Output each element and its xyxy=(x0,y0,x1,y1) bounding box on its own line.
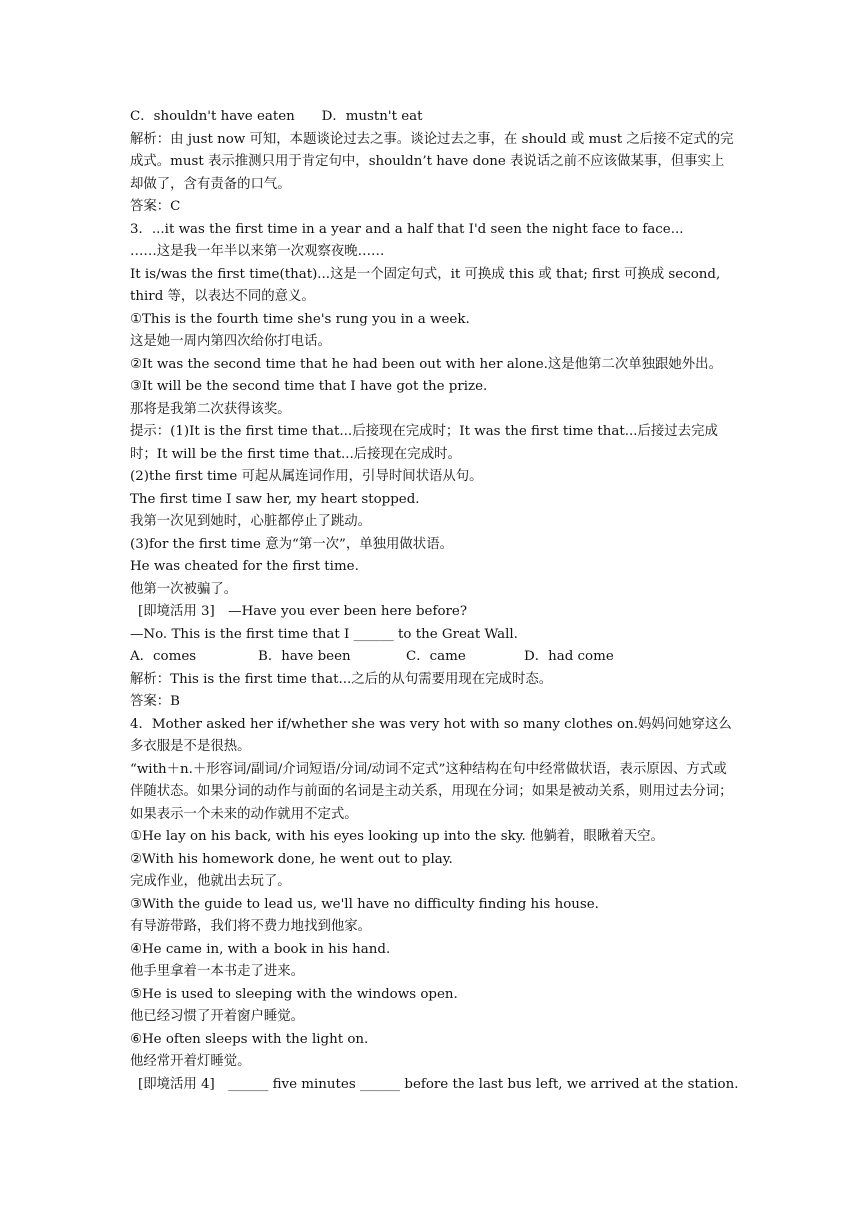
text-line: 他已经习惯了开着窗户睡觉。 xyxy=(130,1009,305,1024)
text-line: 有导游带路，我们将不费力地找到他家。 xyxy=(130,919,372,934)
text-line: ②With his homework done, he went out to play. xyxy=(130,851,453,867)
text-line: ……这是我一年半以来第一次观察夜晚…… xyxy=(130,244,385,259)
text-line: 解析：This is the first time that...之后的从句需要用现在完成时态。 xyxy=(130,671,553,687)
text-line: 提示：(1)It is the first time that...后接现在完成时；It was the first time that...后接过去完成时；It will be the first time that...后接现在完成时。 xyxy=(130,424,718,462)
text-line: (2)the first time 可起从属连词作用，引导时间状语从句。 xyxy=(130,469,483,484)
text-line: ①This is the fourth time she's rung you in a week. xyxy=(130,311,470,327)
text-line: ③With the guide to lead us, we'll have no difficulty finding his house. xyxy=(130,896,599,912)
text-line: 4．Mother asked her if/whether she was very hot with so many clothes on.妈妈问她穿这么多衣服是不是很热。 xyxy=(130,716,732,754)
text-line: 他手里拿着一本书走了进来。 xyxy=(130,964,305,979)
text-line: [即境活用 3] —Have you ever been here before? xyxy=(138,604,468,619)
text-line: The first time I saw her, my heart stopped. xyxy=(130,491,420,507)
text-line: 这是她一周内第四次给你打电话。 xyxy=(130,334,331,349)
text-line: [即境活用 4] ______ five minutes ______ before the last bus left, we arrived at the station. xyxy=(138,1076,739,1092)
option-b: B．have been xyxy=(258,649,351,664)
option-d: D．had come xyxy=(524,649,614,664)
text-line: ③It will be the second time that I have got the prize. xyxy=(130,379,488,394)
text-line: “with＋n.＋形容词/副词/介词短语/分词/动词不定式”这种结构在句中经常做状语，表示原因、方式或伴随状态。如果分词的动作与前面的名词是主动关系，用现在分词；如果是被动关系，则用过去分词；如果表示一个未来的动作就用不定式。 xyxy=(130,761,733,822)
text-line: 完成作业，他就出去玩了。 xyxy=(130,874,291,889)
text-line: It is/was the first time(that)...这是一个固定句式，it 可换成 this 或 that; first 可换成 second, third 等，以表达不同的意义。 xyxy=(130,266,721,304)
text-line: 我第一次见到她时，心脏都停止了跳动。 xyxy=(130,514,372,529)
text-line: 他经常开着灯睡觉。 xyxy=(130,1054,251,1069)
text-line: 解析：由 just now 可知，本题谈论过去之事。谈论过去之事，在 should 或 must 之后接不定式的完成式。must 表示推测只用于肯定句中，shouldn’t have done 表说话之前不应该做某事，但事实上却做了，含有责备的口气。 xyxy=(130,131,734,192)
text-line: 那将是我第二次获得该奖。 xyxy=(130,401,291,417)
text-line: —No. This is the first time that I ______ to the Great Wall. xyxy=(130,626,518,642)
document-section-1 xyxy=(130,106,735,646)
text-line: ①He lay on his back, with his eyes looking up into the sky. 他躺着，眼瞅着天空。 xyxy=(130,829,664,844)
document-body xyxy=(130,106,739,1096)
text-line: 答案：B xyxy=(130,694,181,709)
text-line: 他第一次被骗了。 xyxy=(130,581,238,597)
text-line: ②It was the second time that he had been out with her alone.这是他第二次单独跟她外出。 xyxy=(130,356,722,372)
text-line: 3．...it was the first time in a year and a half that I'd seen the night face to face... xyxy=(130,221,684,237)
text-line: ④He came in, with a book in his hand. xyxy=(130,941,391,957)
text-line: 答案：C xyxy=(130,199,181,214)
answer-options xyxy=(130,646,735,669)
text-line: C．shouldn't have eaten D．mustn't eat xyxy=(130,109,423,124)
document-section-2 xyxy=(130,669,739,1097)
text-line: (3)for the first time 意为“第一次”，单独用做状语。 xyxy=(130,536,453,552)
option-a: A．comes xyxy=(130,649,197,664)
option-c: C．came xyxy=(406,649,466,664)
text-line: ⑥He often sleeps with the light on. xyxy=(130,1031,369,1047)
text-line: He was cheated for the first time. xyxy=(130,559,359,574)
text-line: ⑤He is used to sleeping with the windows open. xyxy=(130,986,458,1002)
